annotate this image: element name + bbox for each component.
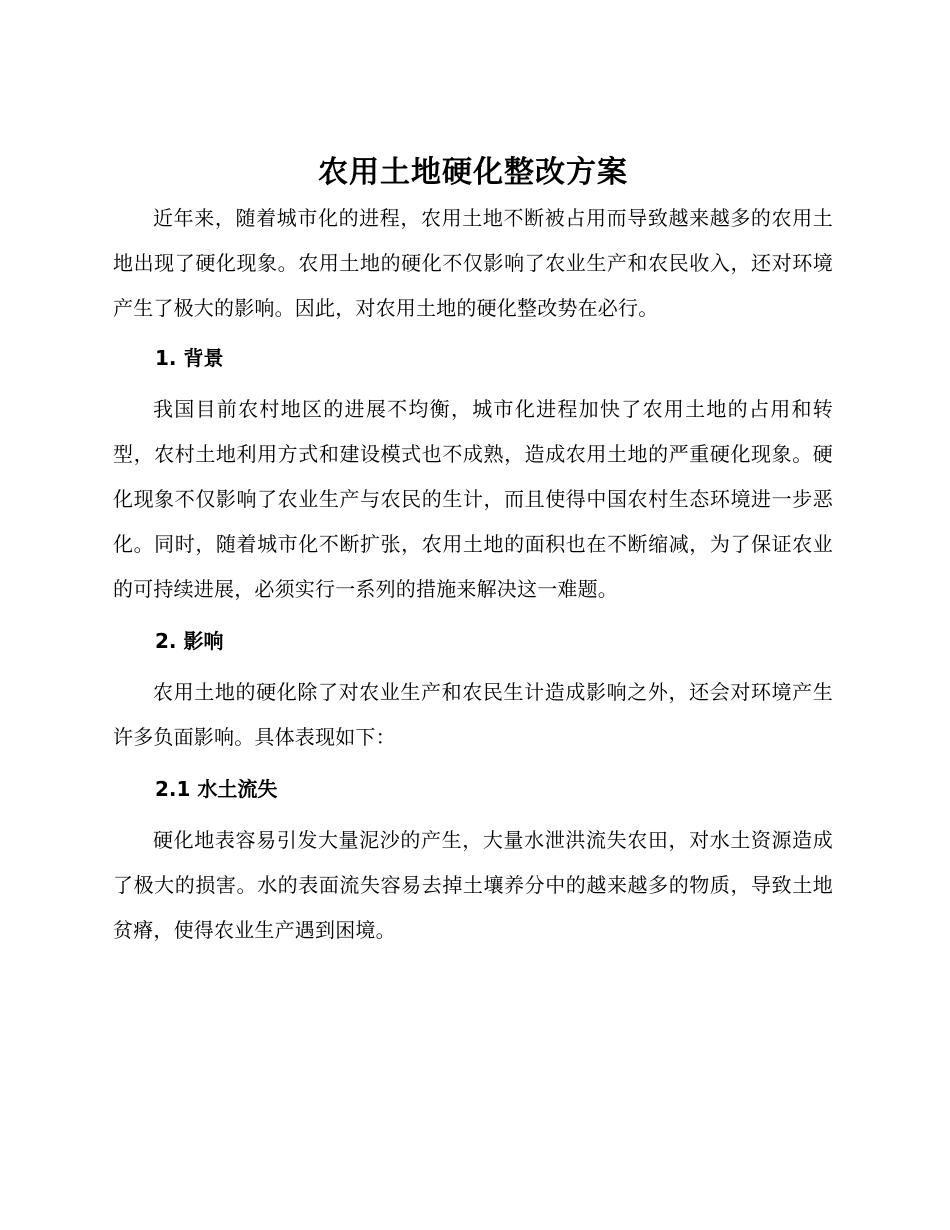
section-heading-background: 1. 背景: [155, 346, 224, 370]
section-heading-impact: 2. 影响: [155, 629, 224, 653]
document-page: [113, 150, 833, 953]
document-title: 农用土地硬化整改方案: [318, 155, 628, 190]
section-body-impact: 农用土地的硬化除了对农业生产和农民生计造成影响之外，还会对环境产生许多负面影响。具体表现如下：: [113, 680, 833, 749]
section-body-background: 我国目前农村地区的进展不均衡，城市化进程加快了农用土地的占用和转型，农村土地利用方式和建设模式也不成熟，造成农用土地的严重硬化现象。硬化现象不仅影响了农业生产与农民的生计，而且使得中国农村生态环境进一步恶化。同时，随着城市化不断扩张，农用土地的面积也在不断缩减，为了保证农业的可持续进展，必须实行一系列的措施来解决这一难题。: [113, 397, 833, 601]
section-heading-soil-erosion: 2.1 水土流失: [155, 777, 278, 801]
intro-paragraph: 近年来，随着城市化的进程，农用土地不断被占用而导致越来越多的农用土地出现了硬化现象。农用土地的硬化不仅影响了农业生产和农民收入，还对环境产生了极大的影响。因此，对农用土地的硬化整改势在必行。: [113, 206, 833, 320]
section-body-soil-erosion: 硬化地表容易引发大量泥沙的产生，大量水泄洪流失农田，对水土资源造成了极大的损害。水的表面流失容易去掉土壤养分中的越来越多的物质，导致土地贫瘠，使得农业生产遇到困境。: [113, 828, 833, 942]
